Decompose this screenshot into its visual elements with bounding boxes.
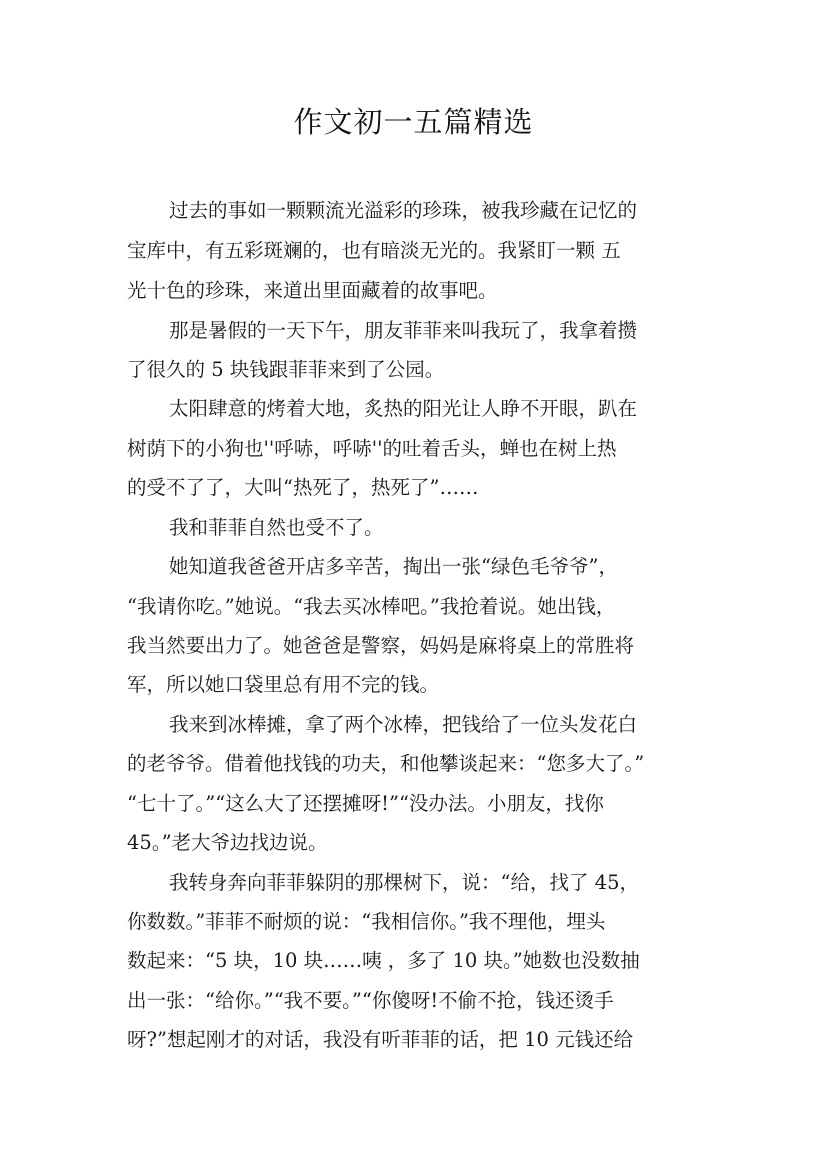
text-line: 你数数。”菲菲不耐烦的说：“我相信你。”我不理他，埋头 [127, 910, 606, 933]
text-line: 她知道我爸爸开店多辛苦，掏出一张“绿色毛爷爷”， [169, 555, 618, 578]
text-line: 我当然要出力了。她爸爸是警察，妈妈是麻将桌上的常胜将 [127, 634, 635, 657]
text-line: 了很久的 5 块钱跟菲菲来到了公园。 [127, 358, 445, 381]
text-line: “七十了。”“这么大了还摆摊呀!”“没办法。小朋友，找你 [127, 792, 604, 815]
document-title: 作文初一五篇精选 [293, 105, 534, 139]
text-line: 宝库中，有五彩斑斓的，也有暗淡无光的。我紧盯一颗 五 [127, 239, 621, 262]
text-line: 的老爷爷。借着他找钱的功夫，和他攀谈起来：“您多大了。” [127, 752, 645, 775]
text-line: “我请你吃。”她说。“我去买冰棒吧。”我抢着说。她出钱， [127, 595, 616, 618]
text-line: 数起来：“5 块，10 块……咦 ，多了 10 块。”她数也没数抽 [127, 949, 640, 972]
text-line: 军，所以她口袋里总有用不完的钱。 [127, 673, 440, 696]
text-line: 光十色的珍珠，来道出里面藏着的故事吧。 [127, 279, 498, 302]
text-line: 的受不了了，大叫“热死了，热死了”…… [127, 476, 479, 499]
text-line: 呀?”想起刚才的对话，我没有听菲菲的话，把 10 元钱还给 [127, 1028, 634, 1051]
text-line: 我和菲菲自然也受不了。 [169, 516, 384, 539]
text-line: 树荫下的小狗也''呼哧，呼哧''的吐着舌头，蝉也在树上热 [127, 437, 617, 460]
text-line: 我转身奔向菲菲躲阴的那棵树下，说：“给，找了 45， [169, 871, 639, 894]
text-line: 我来到冰棒摊，拿了两个冰棒，把钱给了一位头发花白 [169, 713, 638, 736]
text-line: 过去的事如一颗颗流光溢彩的珍珠，被我珍藏在记忆的 [169, 199, 638, 222]
text-line: 出一张：“给你。”“我不要。”“你傻呀!不偷不抢，钱还烫手 [127, 989, 614, 1012]
text-line: 太阳肆意的烤着大地，炙热的阳光让人睁不开眼，趴在 [169, 397, 638, 420]
text-line: 45。”老大爷边找边说。 [127, 831, 328, 854]
text-line: 那是暑假的一天下午，朋友菲菲来叫我玩了，我拿着攒 [169, 319, 638, 342]
